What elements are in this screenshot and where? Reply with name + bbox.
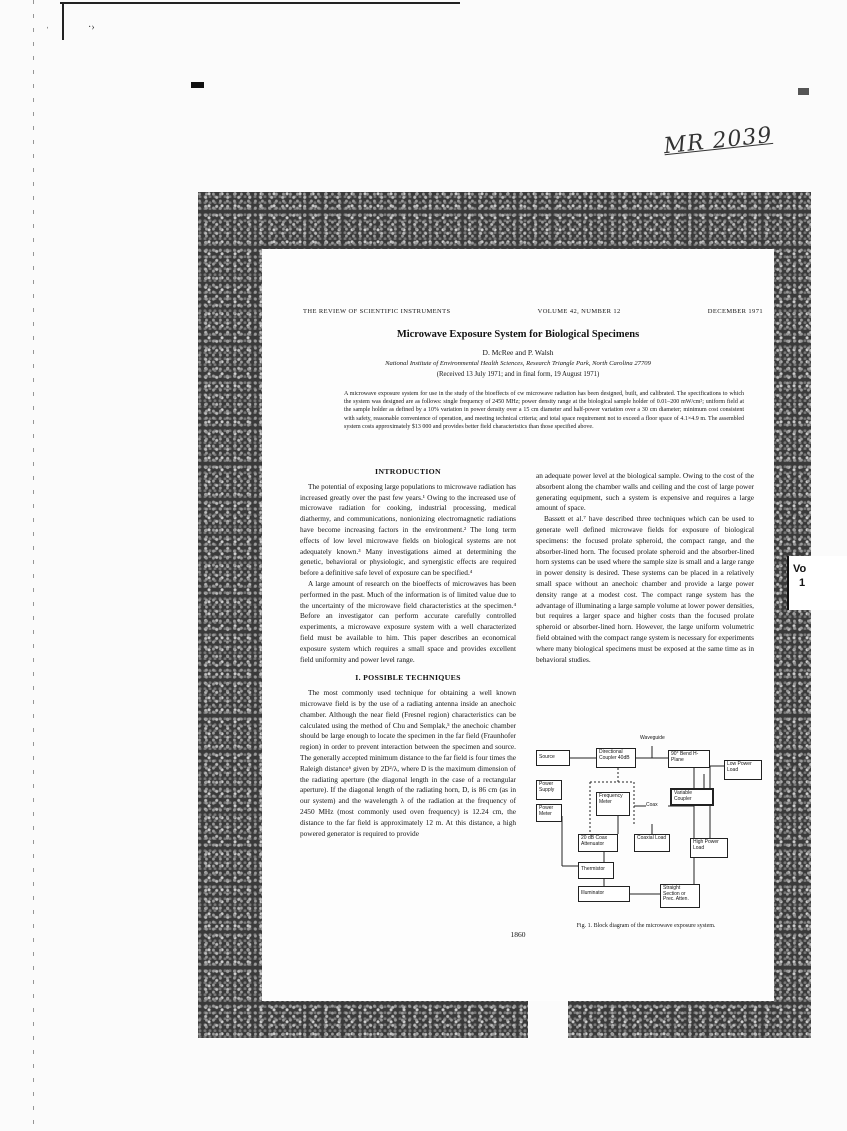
- paragraph: The most commonly used technique for obtaining a well known microwave field is by the use of a radiating antenna inside an anechoic chamber. Although the near field (Fresnel region) characteristics can be calculated using the method of Chu and Semplak,⁵ the anechoic chamber should be large enough to locate the specimen in the far field (Fraunhofer region) in order to prevent interaction between the specimen and source. The generally accepted minimum distance to the far field is four times the Raleigh distance⁶ given by 2D²/λ, where D is the maximum dimension of the radiating aperture (the diagonal length in the case of a rectangular aperture). If the diagonal length of the radiating horn, D, is 86 cm (as in our system) and the wavelength λ of the radiation at the frequency of 2450 MHz (most commonly used oven frequency) is 12.24 cm, the distance to the far field is approximately 12 m. At this distance, a high powered generator is required to provide: [300, 688, 516, 838]
- box-power-meter: Power Meter: [536, 804, 562, 822]
- box-frequency-meter: Frequency Meter: [596, 792, 630, 816]
- section-heading-introduction: INTRODUCTION: [375, 467, 441, 476]
- left-column: [300, 467, 516, 839]
- edge-tab-line: Vo: [793, 563, 807, 575]
- figure-caption: Fig. 1. Block diagram of the microwave exposure system.: [576, 923, 716, 929]
- scan-edge-line: [33, 0, 34, 1131]
- box-attenuator: 20 dB Coax Attenuator: [578, 834, 618, 852]
- box-low-power-load: Low Power Load: [724, 760, 762, 780]
- author-affiliation: National Institute of Environmental Health Sciences, Research Triangle Park, North Carolina 27709: [385, 360, 651, 367]
- paragraph: A large amount of research on the bioeffects of microwaves has been performed in the past. Much of the information is of limited value due to the uncertainty of the microwave field characteristics at the specimen.⁴ Before an investigator can perform accurate carefully controlled experiments, a microwave exposure system with a well characterized field must be available to him. This paper describes an economical exposure system which requires a small space and provides excellent field uniformity and power level range.: [300, 578, 516, 664]
- section-heading-techniques: I. POSSIBLE TECHNIQUES: [355, 673, 461, 683]
- journal-name: THE REVIEW OF SCIENTIFIC INSTRUMENTS: [303, 308, 451, 315]
- journal-page: [262, 249, 774, 1001]
- margin-tick-mark: ˈ: [46, 26, 50, 37]
- issue-date: DECEMBER 1971: [707, 308, 763, 315]
- box-90-degree-bend: 90° Bend H-Plane: [668, 750, 710, 768]
- box-source: Source: [536, 750, 570, 766]
- box-illuminator: Illuminator: [578, 886, 630, 902]
- abstract: A microwave exposure system for use in the study of the bioeffects of cw microwave radiation has been designed, built, and calibrated. The specifications to which the system was designed are as follows: single frequency of 2450 MHz; power density range at the biological sample holder of 0.01–200 mW/cm²; uniform field at the sample holder as defined by a 10% variation in power density over a 15 cm diameter and half-power variation over a 30 cm diameter; minimum cost consistent with safety, reasonable convenience of operation, and meeting technical criteria; and total space requirement not to exceed a floor space of 4.1×4.9 m. The assembled system costs approximately $13 000 and provides better field characteristics than those specified above.: [344, 391, 744, 430]
- registration-mark-left: [191, 82, 204, 88]
- box-high-power-load: High Power Load: [690, 838, 728, 858]
- running-head: [303, 308, 763, 315]
- page-number: 1860: [510, 930, 526, 939]
- box-directional-coupler: Directional Coupler 40dB: [596, 748, 636, 768]
- scan-top-rule: [60, 2, 460, 4]
- paragraph: The potential of exposing large populations to microwave radiation has increased greatly over the past few years.¹ Owing to the increased use of microwave radiation for cooking, industrial processing, medical diathermy, and communications, nonionizing electromagnetic radiations have become increasing factors in the environment.² The long term effects of low level microwave fields on biological systems are not adequately known.³ Many investigations aimed at determining the genetic, behavioral or physiologic, and synergistic effects are required before a definitive safe level of exposure can be specified.⁴: [300, 481, 516, 578]
- volume-number: VOLUME 42, NUMBER 12: [537, 308, 621, 315]
- label-coax: Coax: [646, 802, 658, 808]
- paragraph: Bassett et al.⁷ have described three techniques which can be used to generate well defined microwave fields for exposure of biological specimens: the focused prolate spheroid, the compact range, and the absorber-lined horn. The focused prolate spheroid and the absorber-lined horn systems can be used where the sample size is small and a large range in power density is desired. These systems can be placed in a relatively small space without an anechoic chamber and provide a large power density range at a modest cost. The compact range system has the advantage of illuminating a large sample volume at lower power densities, but requires a larger space and higher costs than the focused prolate spheroid or absorber-lined horn. However, the large uniform volumetric field obtained with the compact range system is necessary for experiments where many biological specimens must be exposed at the same time as in behavioral studies.: [536, 514, 754, 664]
- box-straight-section: Straight Section or Prec. Atten.: [660, 884, 700, 908]
- article-title: Microwave Exposure System for Biological Specimens: [396, 329, 640, 340]
- handwritten-catalog-number: MR 2039: [662, 122, 774, 160]
- box-thermistor: Thermistor: [578, 862, 614, 879]
- scan-corner-rule: [62, 2, 64, 40]
- label-waveguide: Waveguide: [640, 735, 665, 741]
- article-authors: D. McRee and P. Walsh: [482, 348, 554, 357]
- registration-mark-right: [798, 88, 809, 95]
- block-diagram: [534, 734, 764, 914]
- received-dates: (Received 13 July 1971; and in final form, 19 August 1971): [436, 371, 600, 378]
- paragraph: an adequate power level at the biological sample. Owing to the cost of the absorbent along the chamber walls and ceiling and the cost of large power generating equipment, such a system is expensive and requires a large amount of space.: [536, 471, 754, 513]
- adjacent-page-edge: [787, 556, 847, 610]
- box-variable-coupler: Variable Coupler: [670, 788, 714, 806]
- box-coaxial-load: Coaxial Load: [634, 834, 670, 852]
- right-column: [536, 471, 754, 665]
- margin-arrow-mark: ·›: [88, 22, 95, 33]
- box-power-supply: Power Supply: [536, 780, 562, 800]
- edge-tab-line: 1: [799, 577, 806, 589]
